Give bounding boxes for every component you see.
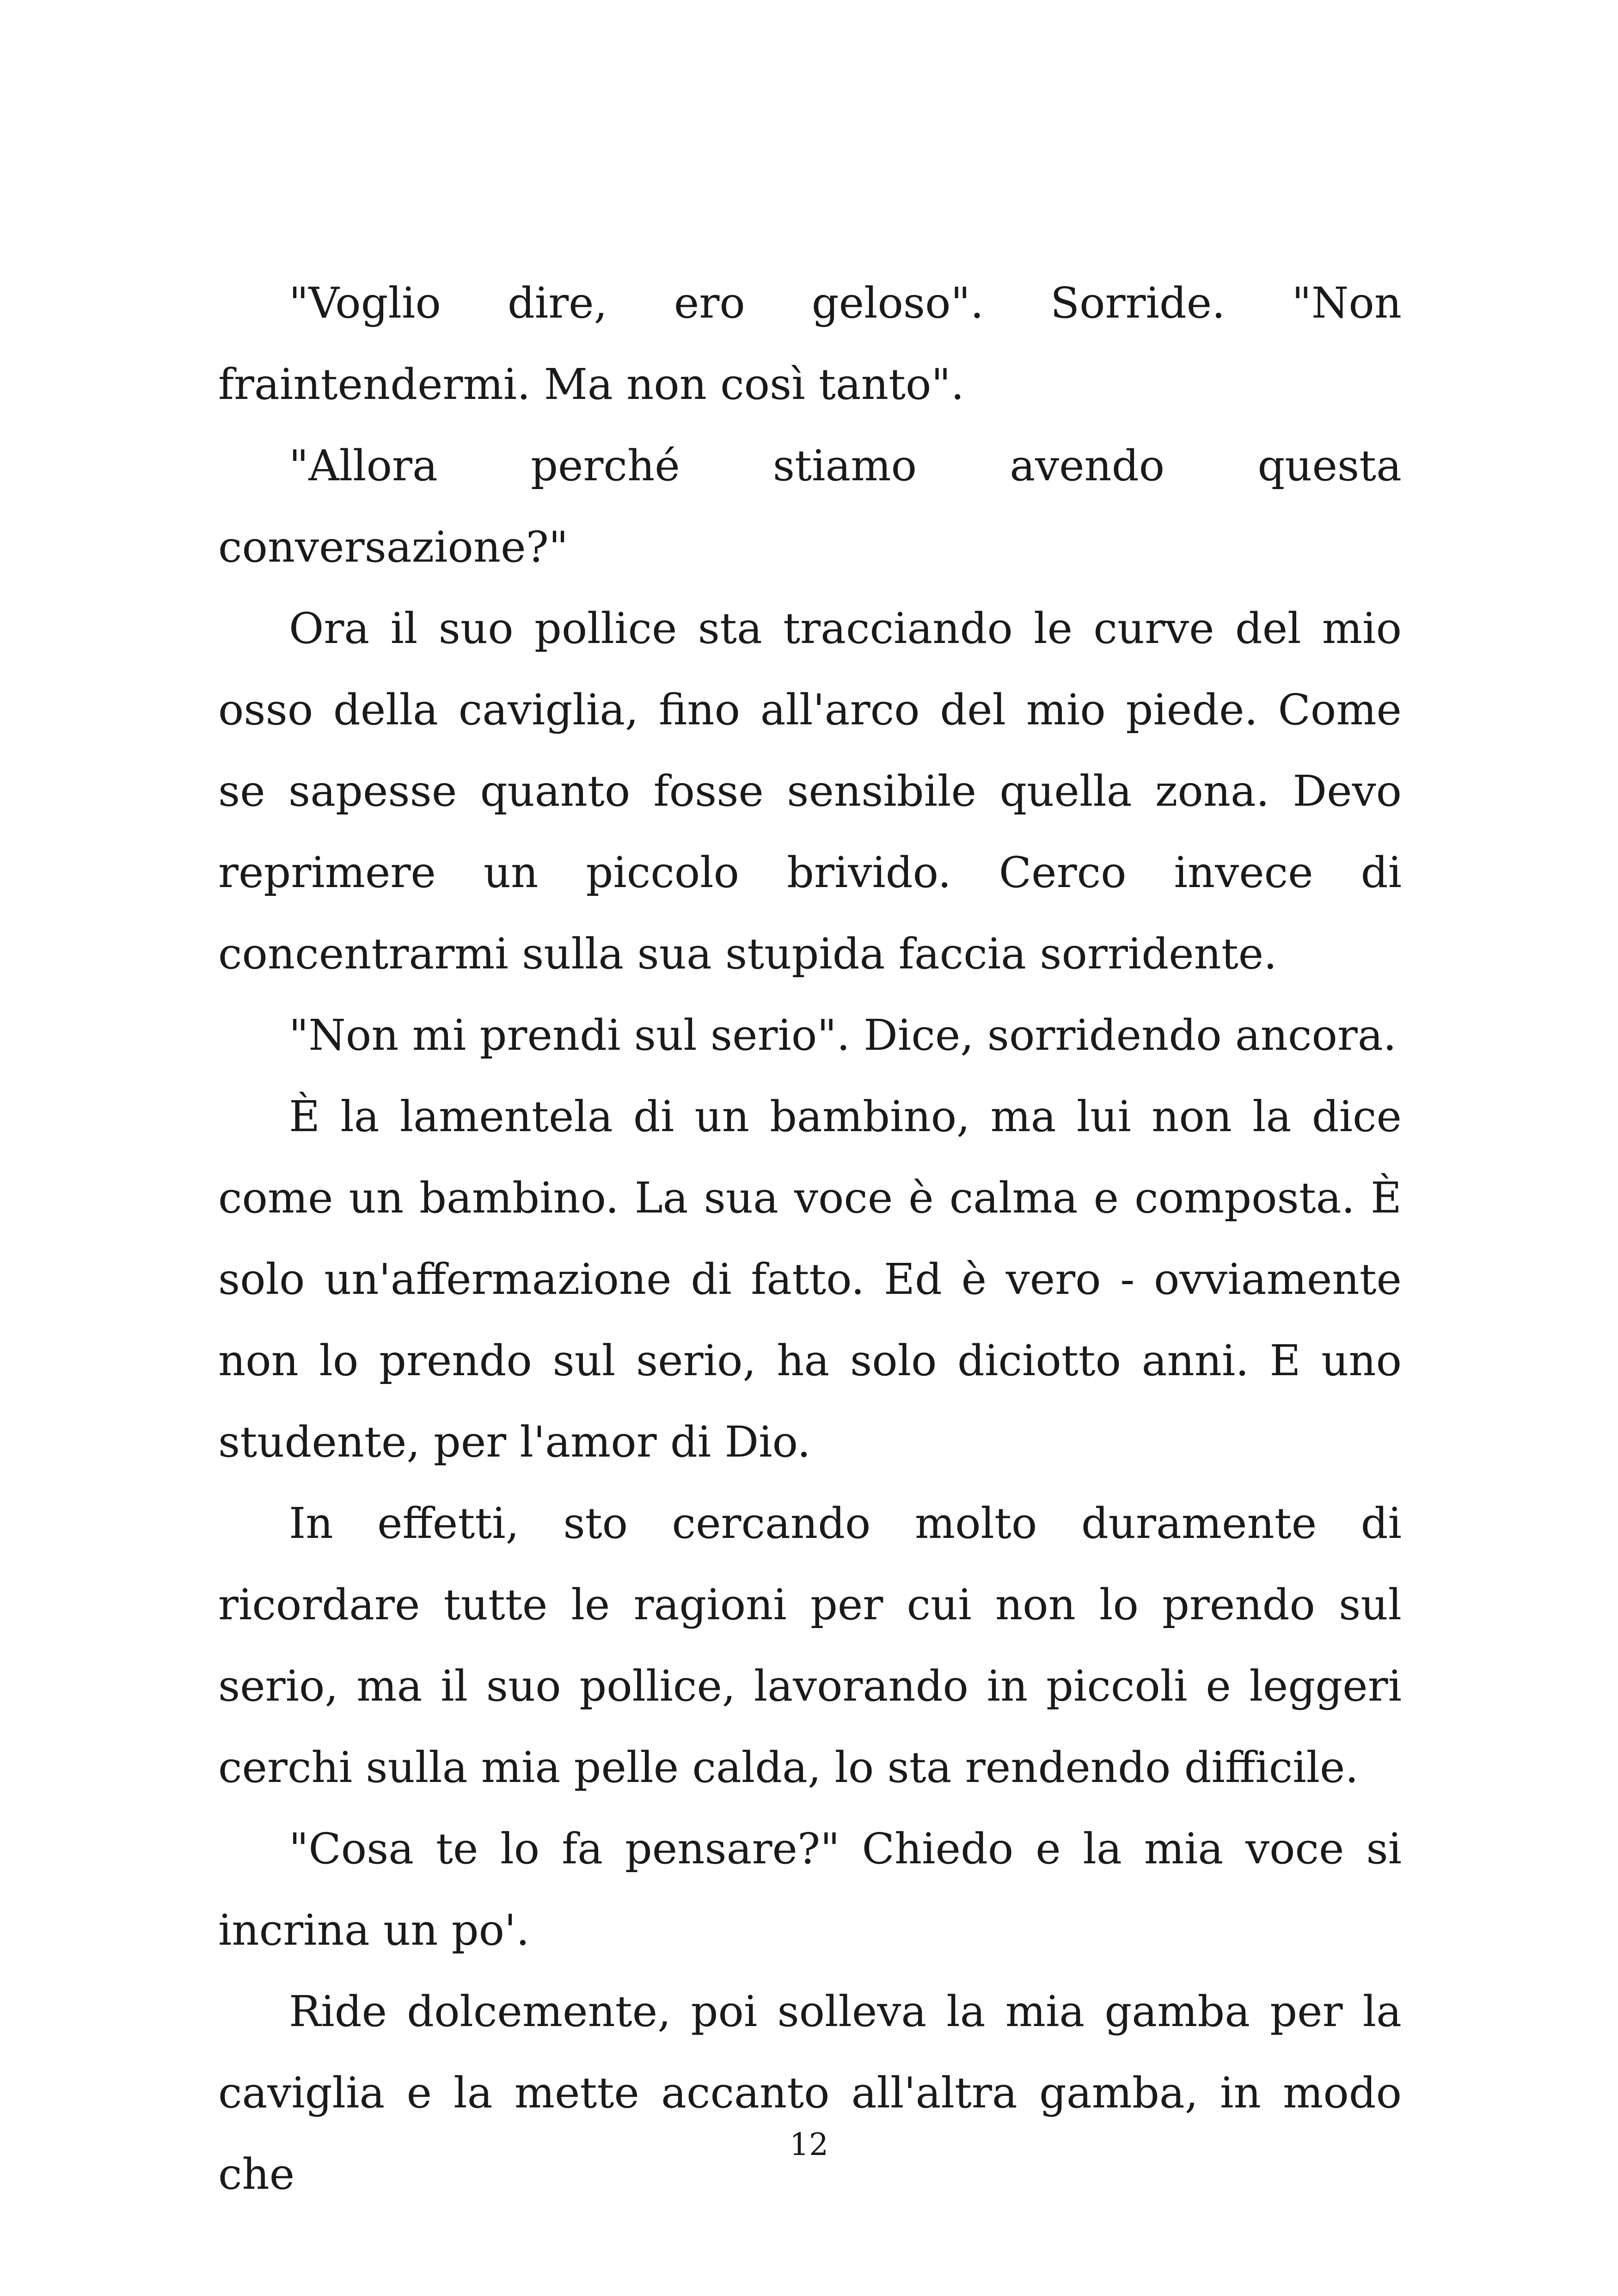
page-number: 12 (790, 2127, 828, 2162)
paragraph: "Voglio dire, ero geloso". Sorride. "Non fraintendermi. Ma non così tanto". (218, 278, 1402, 409)
paragraph: In effetti, sto cercando molto duramente di ricordare tutte le ragioni per cui non lo prendo sul serio, ma il suo pollice, lavorando in piccoli e leggeri cerchi sulla mia pelle calda, lo sta rendendo difficile. (218, 1499, 1402, 1792)
paragraph: "Non mi prendi sul serio". Dice, sorridendo ancora. (289, 1010, 1397, 1060)
paragraph: È la lamentela di un bambino, ma lui non la dice come un bambino. La sua voce è calma e composta. È solo un'affermazione di fatto. Ed è vero - ovviamente non lo prendo sul serio, ha solo diciotto anni. E uno studente, per l'amor di Dio. (218, 1092, 1402, 1467)
body-text (218, 263, 1402, 2215)
paragraph: Ora il suo pollice sta tracciando le curve del mio osso della caviglia, fino all'arco del mio piede. Come se sapesse quanto fosse sensibile quella zona. Devo reprimere un piccolo brivido. Cerco invece di concentrarmi sulla sua stupida faccia sorridente. (218, 604, 1402, 979)
paragraph: Ride dolcemente, poi solleva la mia gamba per la caviglia e la mette accanto all'altra gamba, in modo che (218, 1987, 1402, 2199)
paragraph: "Allora perché stiamo avendo questa conversazione?" (218, 441, 1402, 572)
paragraph: "Cosa te lo fa pensare?" Chiedo e la mia voce si incrina un po'. (218, 1824, 1402, 1955)
